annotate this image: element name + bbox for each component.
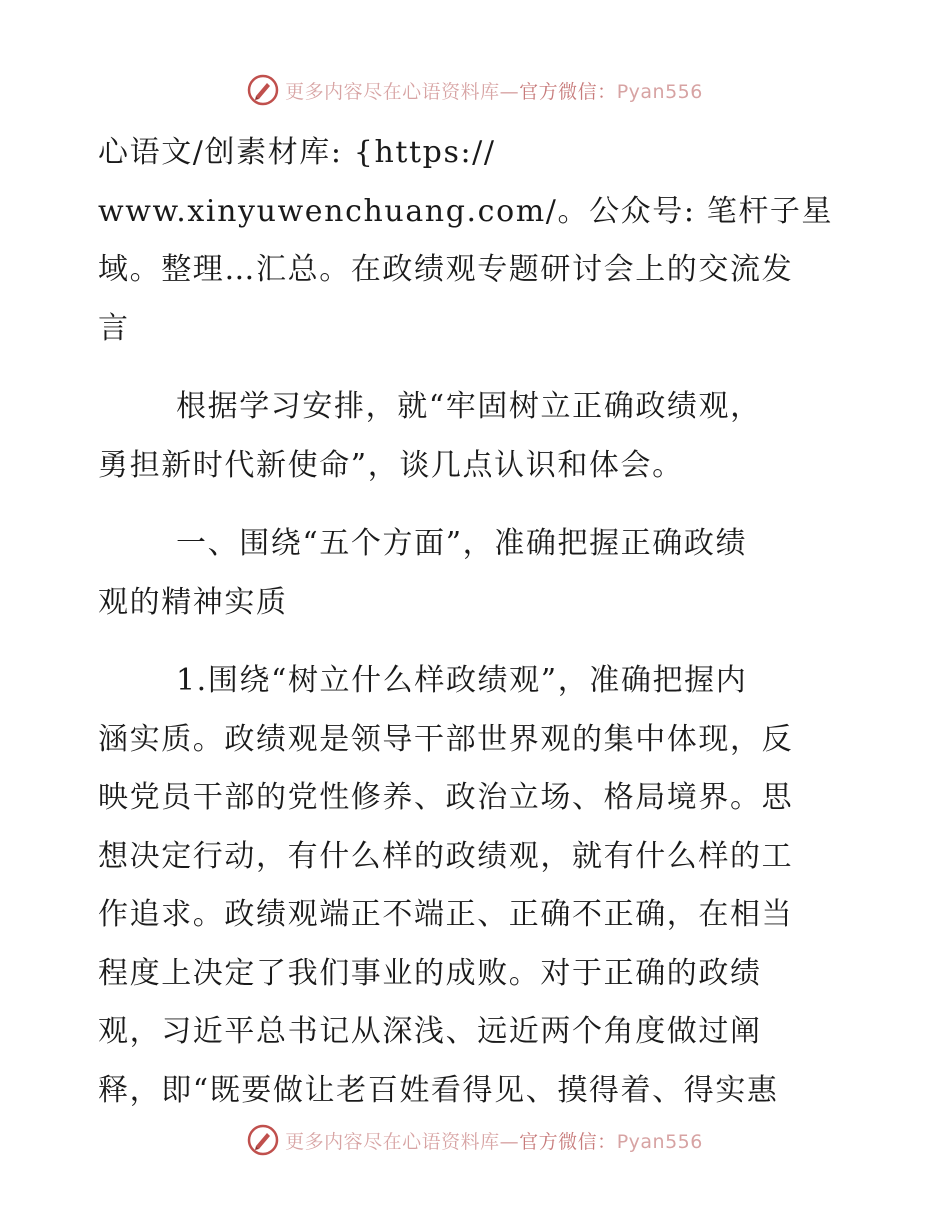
pen-seal-icon: [247, 74, 279, 106]
text-line: 观，习近平总书记从深浅、远近两个角度做过阐: [98, 1014, 762, 1049]
text-line: 涵实质。政绩观是领导干部世界观的集中体现，反: [98, 721, 794, 757]
intro-paragraph: [98, 378, 850, 495]
text-line: 一、围绕“五个方面”，准确把握正确政绩: [176, 526, 748, 561]
text-line: 程度上决定了我们事业的成败。对于正确的政绩: [98, 955, 762, 991]
watermark-text: 更多内容尽在心语资料库—官方微信：Pyan556: [285, 1130, 703, 1153]
watermark-banner-top: [0, 70, 950, 110]
watermark-banner-bottom: [0, 1120, 950, 1160]
text-line: 释，即“既要做让老百姓看得见、摸得着、得实惠: [98, 1072, 779, 1108]
watermark-text: 更多内容尽在心语资料库—官方微信：Pyan556: [285, 80, 703, 103]
header-block: [98, 124, 850, 358]
section-heading: [98, 515, 850, 632]
text-line: 勇担新时代新使命”，谈几点认识和体会。: [98, 447, 684, 483]
text-line: 映党员干部的党性修养、政治立场、格局境界。思: [98, 780, 794, 815]
text-line: www.xinyuwenchuang.com/。公众号: 笔杆子星: [98, 193, 834, 229]
text-line: 1.围绕“树立什么样政绩观”，准确把握内: [176, 663, 748, 698]
text-line: 域。整理…汇总。在政绩观专题研讨会上的交流发: [98, 252, 794, 287]
text-line: 言: [98, 310, 130, 346]
document-body: [98, 124, 850, 1120]
text-line: 观的精神实质: [98, 584, 288, 620]
text-line: 根据学习安排，就“牢固树立正确政绩观，: [176, 389, 762, 424]
text-line: 作追求。政绩观端正不端正、正确不正确，在相当: [98, 897, 794, 932]
body-paragraph: [98, 652, 850, 1120]
pen-seal-icon: [247, 1124, 279, 1156]
text-line: 想决定行动，有什么样的政绩观，就有什么样的工: [98, 838, 794, 874]
text-line: 心语文/创素材库: {https://: [98, 135, 496, 170]
